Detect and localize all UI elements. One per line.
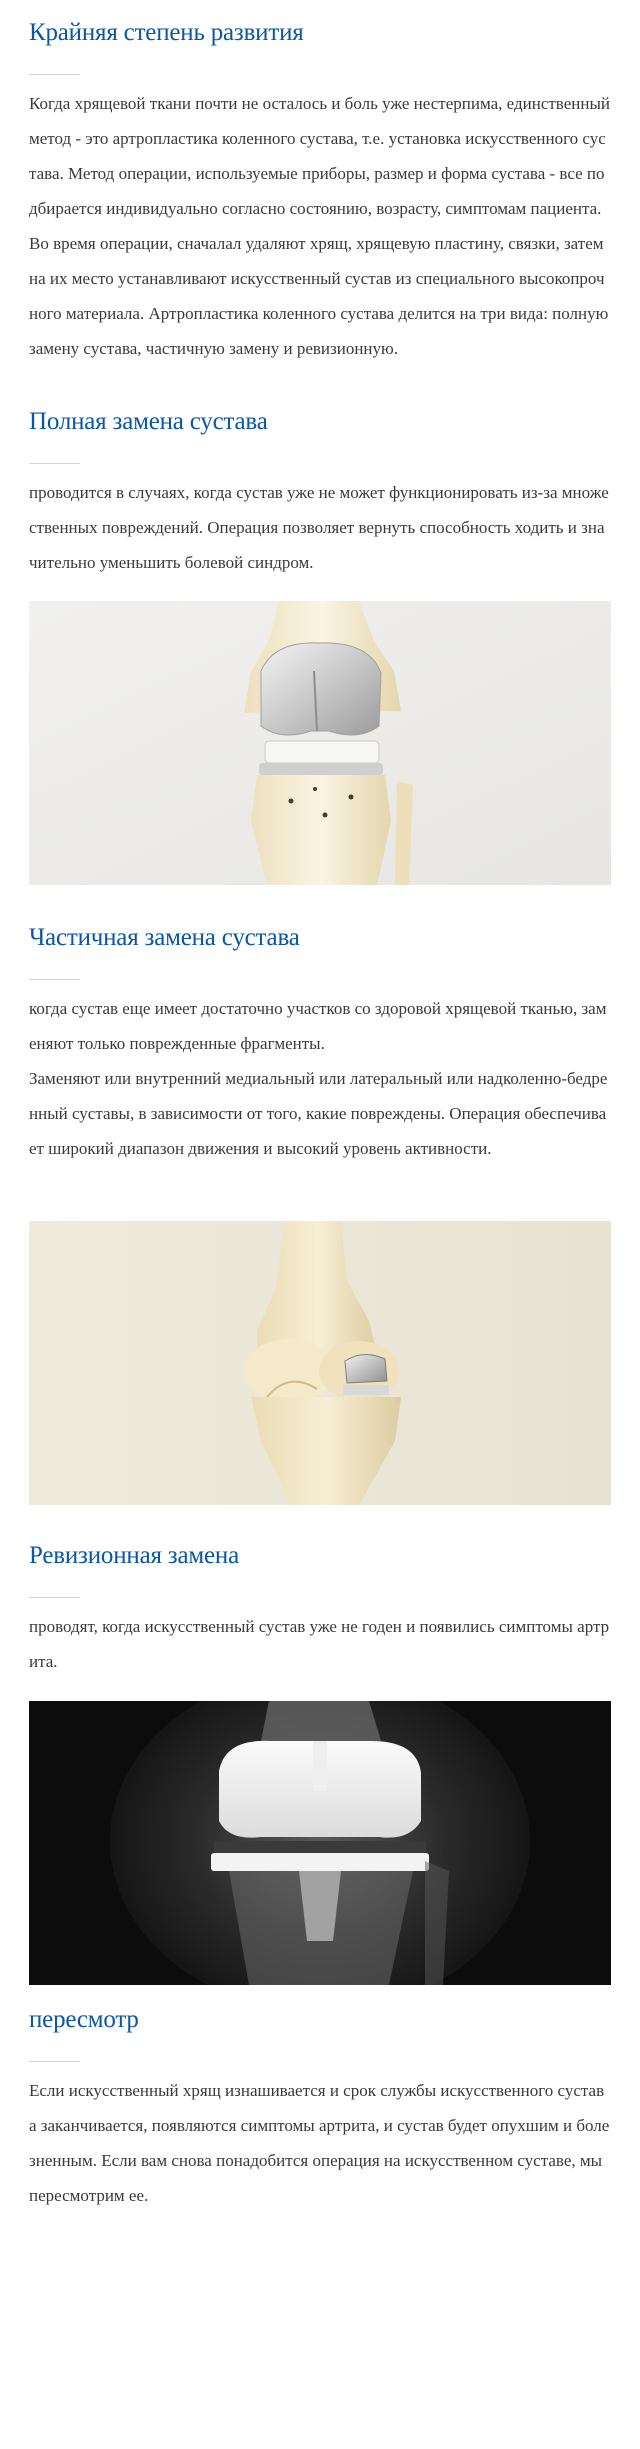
title-divider	[29, 463, 80, 464]
section-title: Ревизионная замена	[29, 1542, 239, 1569]
section-extreme-stage	[29, 0, 611, 366]
title-divider	[29, 979, 80, 980]
section-paragraph: Когда хрящевой ткани почти не осталось и боль уже нестерпима, единственный метод - это артропластика коленного сустава, т.е. установка искусственного сустава. Метод операции, используемые приборы, размер и форма сустава - все подбирается индивидуально согласно состоянию, возрасту, симптомам пациента. Во время операции, сначалал удаляют хрящ, хрящевую пластину, связки, затем на их место устанавливают искусственный сустав из специального высокопрочного материала. Артропластика коленного сустава делится на три вида: полную замену сустава, частичную замену и ревизионную.	[29, 94, 610, 358]
section-paragraph: когда сустав еще имеет достаточно участков со здоровой хрящевой тканью, заменяют только поврежденные фрагменты.	[29, 999, 607, 1053]
total-knee-implant-image	[29, 601, 611, 885]
section-revision	[29, 2005, 611, 2213]
section-title: Крайняя степень развития	[29, 19, 304, 46]
title-divider	[29, 1597, 80, 1598]
section-paragraph: Если искусственный хрящ изнашивается и срок службы искусственного сустава заканчивается, появляются симптомы артрита, и сустав будет опухшим и болезненным. Если вам снова понадобится операция на искусственном суставе, мы пересмотрим ее.	[29, 2081, 610, 2205]
section-title: Частичная замена сустава	[29, 924, 300, 951]
section-paragraph: проводят, когда искусственный сустав уже не годен и появились симптомы артрита.	[29, 1617, 610, 1671]
title-divider	[29, 2061, 80, 2062]
section-partial-replacement	[29, 923, 611, 1505]
section-total-replacement	[29, 407, 611, 885]
partial-knee-implant-image	[29, 1221, 611, 1505]
title-divider	[29, 74, 80, 75]
section-paragraph: Заменяют или внутренний медиальный или латеральный или надколенно-бедренный суставы, в зависимости от того, какие повреждены. Операция обеспечивает широкий диапазон движения и высокий уровень активности.	[29, 1069, 608, 1158]
knee-xray-image	[29, 1701, 611, 1985]
section-title: Полная замена сустава	[29, 408, 268, 435]
section-revision-replacement	[29, 1541, 611, 1985]
section-paragraph: проводится в случаях, когда сустав уже не может функционировать из-за множественных повреждений. Операция позволяет вернуть способность ходить и значительно уменьшить болевой синдром.	[29, 483, 609, 572]
section-title: пересмотр	[29, 2006, 139, 2033]
